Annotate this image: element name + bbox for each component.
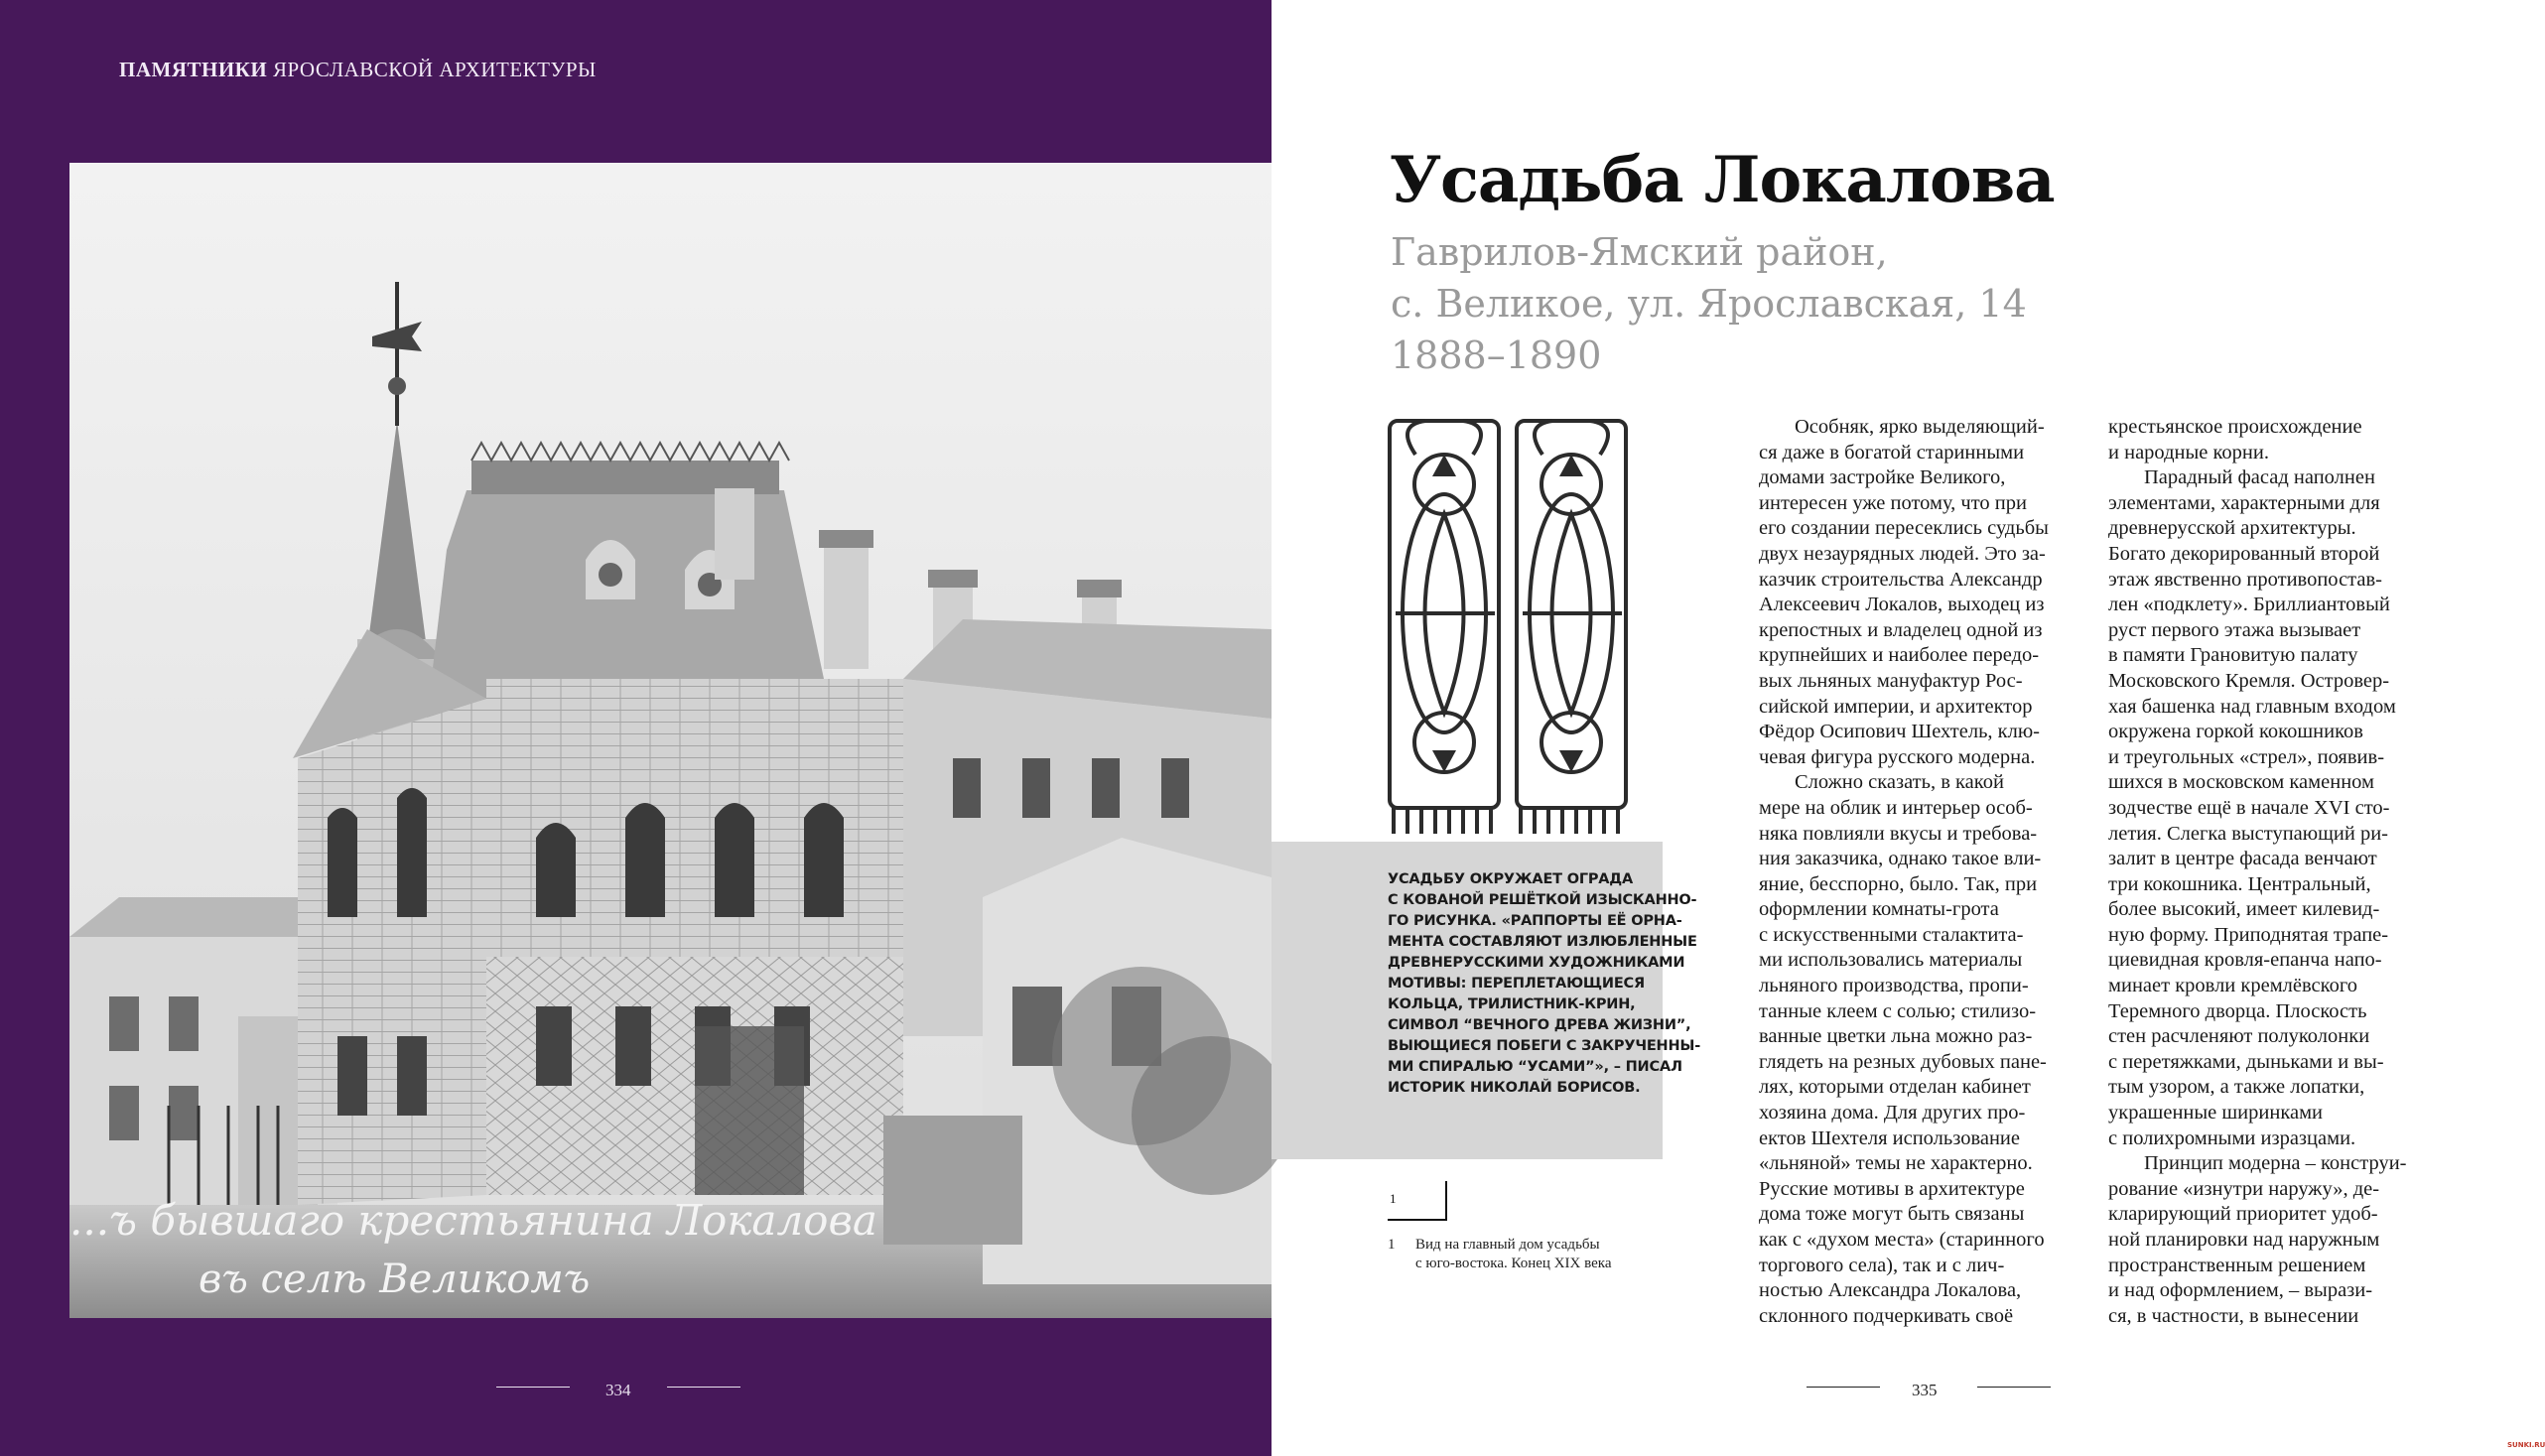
page-rule-right-a bbox=[1807, 1387, 1880, 1388]
body-text-line: Богато декорированный второй bbox=[2108, 542, 2380, 565]
body-text-line: пространственным решением bbox=[2108, 1254, 2366, 1276]
body-text-line: крепостных и владелец одной из bbox=[1759, 618, 2043, 641]
body-text-line: Принцип модерна – конструи- bbox=[2144, 1152, 2407, 1175]
body-text-line: Русские мотивы в архитектуре bbox=[1759, 1177, 2025, 1200]
subtitle-line: Гаврилов-Ямский район, bbox=[1391, 230, 1888, 274]
photo-inscription-2: въ селѣ Великомъ bbox=[199, 1257, 591, 1302]
body-text-line: дома тоже могут быть связаны bbox=[1759, 1203, 2025, 1226]
body-text-line: более высокий, имеет килевид- bbox=[2108, 898, 2380, 921]
body-text-line: ектов Шехтеля использование bbox=[1759, 1126, 2020, 1149]
body-text-line: хозяина дома. Для других про- bbox=[1759, 1102, 2026, 1125]
page-number-left: 334 bbox=[605, 1381, 631, 1399]
body-text-line: летия. Слегка выступающий ри- bbox=[2108, 822, 2388, 845]
body-text-line: с полихромными изразцами. bbox=[2108, 1126, 2356, 1149]
body-text-line: домами застройке Великого, bbox=[1759, 466, 2006, 489]
photo-inscription-1: ...ъ бывшаго крестьянина Локалова bbox=[69, 1196, 877, 1245]
body-text-line: элементами, характерными для bbox=[2108, 491, 2380, 514]
body-text-line: Особняк, ярко выделяющий- bbox=[1795, 416, 2045, 438]
body-text-line: и треугольных «стрел», появив- bbox=[2108, 745, 2385, 768]
running-head bbox=[119, 58, 597, 82]
body-text-line: циевидная кровля-епанча напо- bbox=[2108, 949, 2382, 972]
body-text-line: казчик строительства Александр bbox=[1759, 568, 2043, 591]
body-text-line: ми использовались материалы bbox=[1759, 949, 2023, 972]
body-text-line: яние, бесспорно, было. Так, при bbox=[1759, 872, 2038, 895]
caption-line: с юго-востока. Конец XIX века bbox=[1415, 1256, 1612, 1271]
body-text-line: тым узором, а также лопатки, bbox=[2108, 1076, 2365, 1099]
running-head-bold: ПАМЯТНИКИ bbox=[119, 58, 268, 81]
body-text-line: няка повлияли вкусы и требова- bbox=[1759, 822, 2038, 845]
figure-marker-number: 1 bbox=[1390, 1191, 1397, 1206]
body-text-line: хая башенка над главным входом bbox=[2108, 695, 2396, 718]
subtitle-line: с. Великое, ул. Ярославская, 14 bbox=[1391, 282, 2027, 326]
body-text-line: Парадный фасад наполнен bbox=[2144, 466, 2375, 489]
caption-line: Вид на главный дом усадьбы bbox=[1415, 1237, 1600, 1253]
body-text-line: ной планировки над наружным bbox=[2108, 1229, 2380, 1251]
body-text-line: украшенные ширинками bbox=[2108, 1102, 2324, 1125]
sidebar-line: КОЛЬЦА, ТРИЛИСТНИК-КРИН, bbox=[1388, 996, 1636, 1012]
sidebar-line: С КОВАНОЙ РЕШЁТКОЙ ИЗЫСКАННО- bbox=[1388, 892, 1697, 908]
sidebar-line: ДРЕВНЕРУССКИМИ ХУДОЖНИКАМИ bbox=[1388, 955, 1685, 971]
body-text-line: крестьянское происхождение bbox=[2108, 416, 2362, 438]
body-text-line: и над оформлением, – вырази- bbox=[2108, 1279, 2373, 1302]
page-title: Усадьба Локалова bbox=[1390, 143, 2055, 217]
sidebar-line: МИ СПИРАЛЬЮ “УСАМИ”», – ПИСАЛ bbox=[1388, 1059, 1682, 1075]
body-text-line: в памяти Грановитую палату bbox=[2108, 644, 2358, 667]
body-text-line: залит в центре фасада венчают bbox=[2108, 848, 2377, 870]
page-rule-left-a bbox=[496, 1387, 570, 1388]
body-text-line: лях, которыми отделан кабинет bbox=[1759, 1076, 2031, 1099]
body-text-line: шихся в московском каменном bbox=[2108, 771, 2375, 794]
body-text-line: этаж явственно противопостав- bbox=[2108, 568, 2382, 591]
page-rule-left-b bbox=[667, 1387, 740, 1388]
body-text-line: ванные цветки льна можно раз- bbox=[1759, 1025, 2033, 1048]
body-text-line: торгового села), так и с лич- bbox=[1759, 1254, 2005, 1276]
body-text-line: Алексеевич Локалов, выходец из bbox=[1759, 594, 2045, 616]
body-text-line: минает кровли кремлёвского bbox=[2108, 975, 2357, 997]
body-text-line: оформлении комнаты-грота bbox=[1759, 898, 1999, 921]
body-text-line: и народные корни. bbox=[2108, 441, 2269, 463]
body-text-line: кларирующий приоритет удоб- bbox=[2108, 1203, 2378, 1226]
body-text-line: мере на облик и интерьер особ- bbox=[1759, 796, 2033, 819]
body-text-line: чевая фигура русского модерна. bbox=[1759, 745, 2036, 768]
caption-text bbox=[1415, 1236, 1611, 1273]
body-text-line: окружена горкой кокошников bbox=[2108, 721, 2363, 743]
body-text-line: ную форму. Приподнятая трапе- bbox=[2108, 923, 2389, 946]
body-text-line: с искусственными сталактита- bbox=[1759, 923, 2024, 946]
body-text-line: ся даже в богатой старинными bbox=[1759, 441, 2025, 463]
body-text-line: его создании пересеклись судьбы bbox=[1759, 517, 2049, 540]
body-text-line: льняного производства, пропи- bbox=[1759, 975, 2029, 997]
body-text-line: рование «изнутри наружу», де- bbox=[2108, 1177, 2380, 1200]
body-text-line: ния заказчика, однако такое вли- bbox=[1759, 848, 2042, 870]
sidebar-quote-box bbox=[1272, 842, 1701, 1159]
body-column-2 bbox=[2108, 415, 2426, 1329]
body-text-line: три кокошника. Центральный, bbox=[2108, 872, 2371, 895]
sidebar-line: МЕНТА СОСТАВЛЯЮТ ИЗЛЮБЛЕННЫЕ bbox=[1388, 934, 1697, 950]
running-head-rest: ЯРОСЛАВСКОЙ АРХИТЕКТУРЫ bbox=[267, 58, 597, 81]
body-text-line: вых льняных мануфактур Рос- bbox=[1759, 669, 2023, 692]
sidebar-line: УСАДЬБУ ОКРУЖАЕТ ОГРАДА bbox=[1388, 871, 1634, 887]
body-text-line: ся, в частности, в вынесении bbox=[2108, 1304, 2359, 1327]
body-text-line: «льняной» темы не характерно. bbox=[1759, 1152, 2033, 1175]
caption-number: 1 bbox=[1388, 1237, 1396, 1253]
body-text-line: двух незаурядных людей. Это за- bbox=[1759, 542, 2046, 565]
body-text-line: с перетяжками, дыньками и вы- bbox=[2108, 1050, 2384, 1073]
page-rule-right-b bbox=[1977, 1387, 2051, 1388]
figure-marker bbox=[1388, 1181, 1447, 1221]
body-text-line: лен «подклету». Бриллиантовый bbox=[2108, 594, 2390, 616]
body-text-line: танные клеем с солью; стилизо- bbox=[1759, 999, 2037, 1022]
body-text-line: Сложно сказать, в какой bbox=[1795, 771, 2004, 794]
body-text-line: зодчестве ещё в начале XVI сто- bbox=[2108, 796, 2390, 819]
manor-photo-illustration bbox=[69, 163, 1272, 1318]
body-text-line: стен расчленяют полуколонки bbox=[2108, 1025, 2370, 1048]
sidebar-line: ГО РИСУНКА. «РАППОРТЫ ЕЁ ОРНА- bbox=[1388, 913, 1682, 929]
left-page bbox=[0, 0, 1272, 1456]
body-text-line: древнерусской архитектуры. bbox=[2108, 517, 2356, 540]
sidebar-line: СИМВОЛ “ВЕЧНОГО ДРЕВА ЖИЗНИ”, bbox=[1388, 1017, 1691, 1033]
body-text-line: как с «духом места» (старинного bbox=[1759, 1229, 2045, 1251]
body-text-line: глядеть на резных дубовых пане- bbox=[1759, 1050, 2047, 1073]
page-number-right: 335 bbox=[1912, 1381, 1938, 1399]
body-text-line: Московского Кремля. Островер- bbox=[2108, 669, 2390, 692]
watermark: SUNKI.RU bbox=[2507, 1441, 2545, 1449]
body-text-line: интересен уже потому, что при bbox=[1759, 491, 2027, 514]
body-text-line: сийской империи, и архитектор bbox=[1759, 695, 2033, 718]
body-text-line: склонного подчеркивать своё bbox=[1759, 1304, 2014, 1327]
sidebar-line: МОТИВЫ: ПЕРЕПЛЕТАЮЩИЕСЯ bbox=[1388, 976, 1645, 992]
sidebar-line: ИСТОРИК НИКОЛАЙ БОРИСОВ. bbox=[1388, 1080, 1641, 1096]
wrought-iron-grille-illustration bbox=[1386, 415, 1630, 838]
body-text-line: Теремного дворца. Плоскость bbox=[2108, 999, 2367, 1022]
subtitle bbox=[1391, 226, 2085, 381]
body-text-line: крупнейших и наиболее передо- bbox=[1759, 644, 2040, 667]
subtitle-line: 1888–1890 bbox=[1391, 333, 1602, 377]
body-column-1 bbox=[1759, 415, 2076, 1329]
body-text-line: руст первого этажа вызывает bbox=[2108, 618, 2361, 641]
sidebar-quote bbox=[1388, 869, 1701, 1099]
body-text-line: Фёдор Осипович Шехтель, клю- bbox=[1759, 721, 2040, 743]
sidebar-line: ВЫЮЩИЕСЯ ПОБЕГИ С ЗАКРУЧЕННЫ- bbox=[1388, 1038, 1701, 1054]
body-text-line: ностью Александра Локалова, bbox=[1759, 1279, 2022, 1302]
historical-photo bbox=[69, 163, 1272, 1318]
